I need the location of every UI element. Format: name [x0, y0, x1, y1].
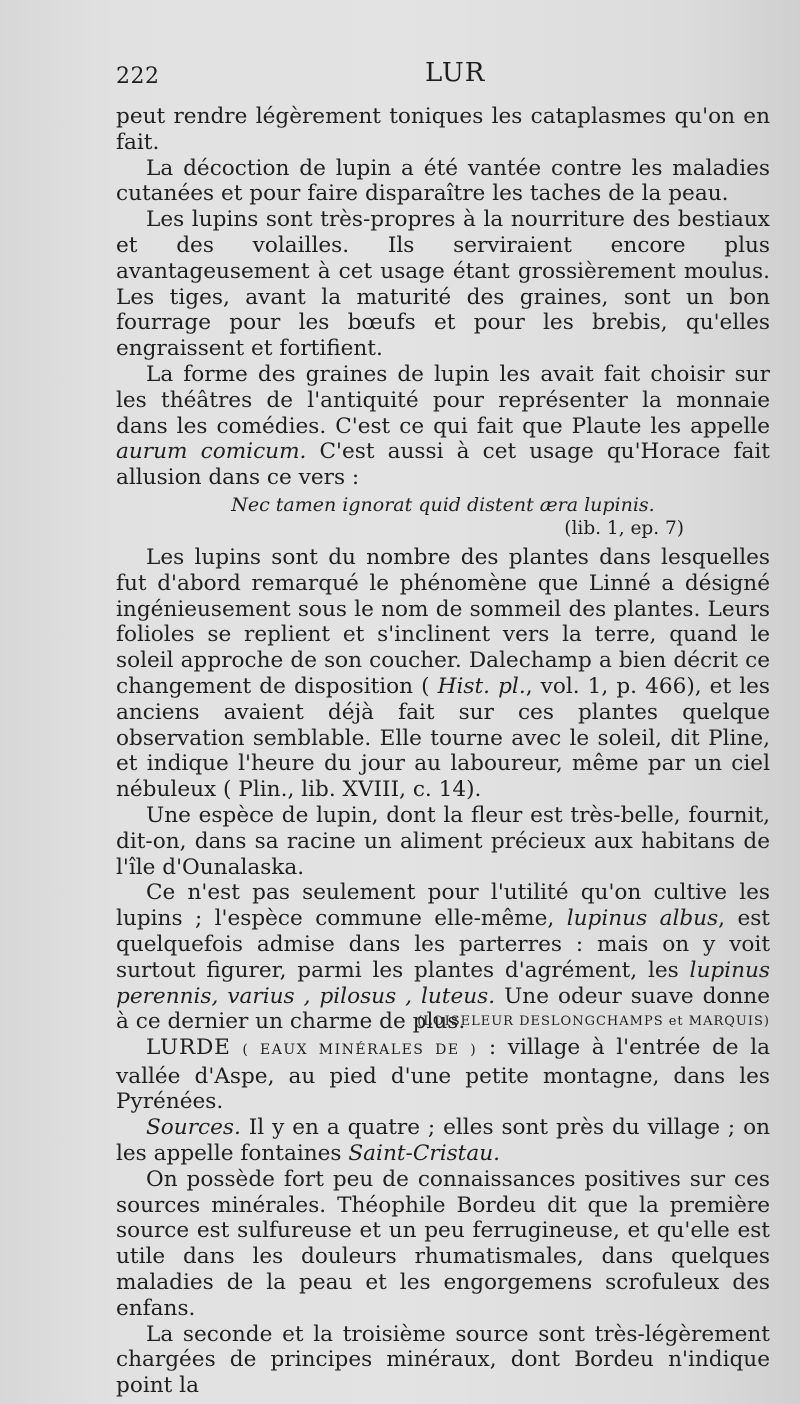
- entry-description: : village à l'entrée de la vallée d'Aspe, au pied d'une petite montagne, dans les Pyrénées.: [116, 1034, 770, 1115]
- paragraph-11: La seconde et la troisième source sont très-légèrement chargées de principes minéraux, dont Bordeu n'indique point la: [116, 1321, 770, 1399]
- entry-subtitle: ( EAUX MINÉRALES DE ): [242, 1041, 478, 1058]
- running-head: LUR: [425, 58, 486, 88]
- horace-quote: Nec tamen ignorat quid distent æra lupinis.: [231, 493, 655, 516]
- paragraph-4-text-a: La forme des graines de lupin les avait fait choisir sur les théâtres de l'antiquité pour représenter la monnaie dans les comédies. C'est ce qui fait que Plaute les appelle: [116, 361, 770, 439]
- page-number: 222: [116, 64, 160, 89]
- entry-lurde: [116, 1035, 770, 1115]
- body-text: [116, 104, 770, 1399]
- paragraph-2: La décoction de lupin a été vantée contre les maladies cutanées et pour faire disparaître les taches de la peau.: [116, 155, 770, 207]
- paragraph-4-italic: aurum comicum.: [116, 439, 307, 465]
- paragraph-6: Une espèce de lupin, dont la fleur est très-belle, fournit, dit-on, dans sa racine un aliment précieux aux habitans de l'île d'Ounalaska.: [116, 802, 770, 880]
- paragraph-10: On possède fort peu de connaissances positives sur ces sources minérales. Théophile Bordeu dit que la première source est sulfureuse et un peu ferrugineuse, et qu'elle est utile dans les douleurs rhumatismales, dans quelques maladies de la peau et les engorgemens scrofuleux des enfans.: [116, 1166, 770, 1321]
- paragraph-7-italic-1: lupinus albus: [566, 906, 719, 932]
- paragraph-sources: [116, 1115, 770, 1167]
- paragraph-4: [116, 362, 770, 491]
- paragraph-5-text-b: , vol. 1, p. 466), et les anciens avaient déjà fait sur ces plantes quelque observation semblable. Elle tourne avec le soleil, dit Pline, et indique l'heure du jour au laboureur, même par un ciel nébuleux ( Plin., lib. XVIII, c. 14).: [116, 673, 770, 803]
- paragraph-7-italic-2: lupinus perennis, varius , pilosus , luteus.: [116, 957, 770, 1009]
- paragraph-5-text-a: Les lupins sont du nombre des plantes dans lesquelles fut d'abord remarqué le phénomène que Linné a désigné ingénieusement sous le nom de sommeil des plantes. Leurs folioles se replient et s'inclinent vers la terre, quand le soleil approche de son coucher. Dalechamp a bien décrit ce changement de disposition (: [116, 544, 770, 699]
- paragraph-5-italic: Hist. pl.: [437, 673, 526, 699]
- paragraph-7-text-b: , est quelquefois admise dans les parterres : mais on y voit surtout figurer, parmi les plantes d'agrément, les: [116, 906, 770, 983]
- entry-headword: LURDE: [146, 1034, 231, 1060]
- paragraph-7-text-a: Ce n'est pas seulement pour l'utilité qu'on cultive les lupins ; l'espèce commune elle-même,: [116, 880, 770, 932]
- paragraph-7-text-c: Une odeur suave donne à ce dernier un charme de plus.: [116, 983, 770, 1035]
- paragraph-4-text-b: C'est aussi à cet usage qu'Horace fait allusion dans ce vers :: [116, 439, 770, 491]
- author-signature: (LOISELEUR DESLONGCHAMPS et MARQUIS): [417, 1014, 770, 1030]
- sources-text: Il y en a quatre ; elles sont près du village ; on les appelle fontaines: [116, 1115, 770, 1167]
- sources-name: Saint-Cristau.: [348, 1141, 501, 1167]
- sources-label: Sources.: [146, 1115, 241, 1141]
- paragraph-5: [116, 545, 770, 803]
- paragraph-3: Les lupins sont très-propres à la nourriture des bestiaux et des volailles. Ils serviraient encore plus avantageusement à cet usage étant grossièrement moulus. Les tiges, avant la maturité des graines, sont un bon fourrage pour les bœufs et pour les brebis, qu'elles engraissent et fortifient.: [116, 207, 770, 362]
- paragraph-1: peut rendre légèrement toniques les cataplasmes qu'on en fait.: [116, 104, 770, 155]
- quote-reference: (lib. 1, ep. 7): [564, 517, 684, 539]
- page-header: [116, 58, 770, 102]
